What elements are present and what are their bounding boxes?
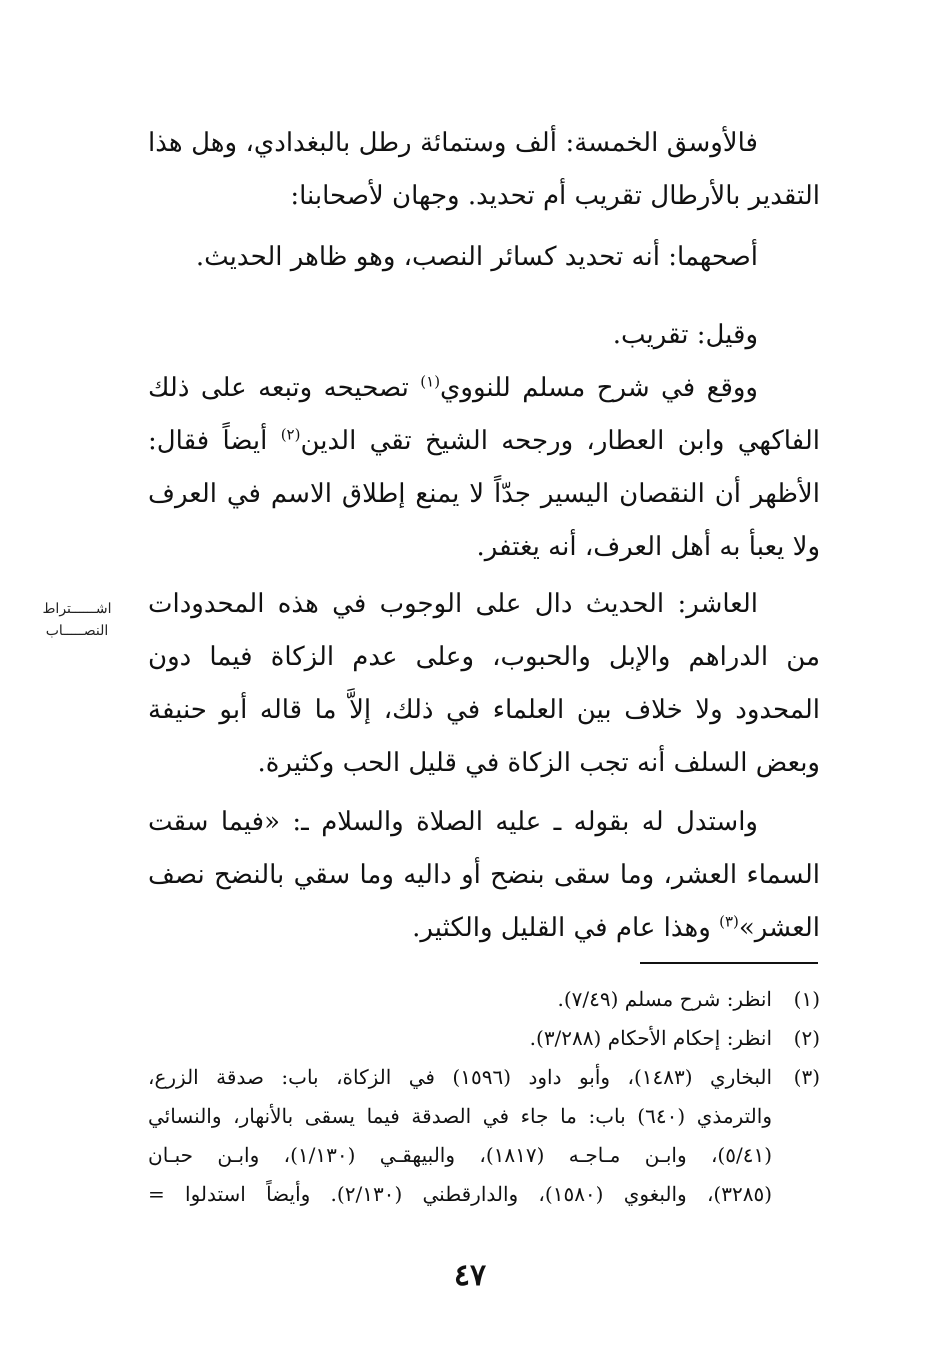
paragraph-5-text: العاشر: الحديث دال على الوجوب في هذه المحدودات من الدراهم والإبل والحبوب، وعلى عدم الزكاة فيما دون المحدود ولا خلاف بين العلماء في ذلك، إلاَّ ما قاله أبو حنيفة وبعض السلف أنه تجب الزكاة في قليل الحب وكثيرة. [148,589,820,778]
footnote-3-line-4: (٣٢٨٥)، والبغوي (١٥٨٠)، والدارقطني (٢/١٣٠). وأيضاً استدلوا = [148,1182,772,1206]
footnote-1-text: انظر: شرح مسلم (٧/٤٩). [557,987,772,1011]
footnote-3-line-1: البخاري (١٤٨٣)، وأبو داود (١٥٩٦) في الزكاة، باب: صدقة الزرع، [148,1065,773,1089]
footnote-2-number: (٢) [793,1026,820,1050]
footnote-3-line-3: (٥/٤١)، وابـن مـاجـه (١٨١٧)، والبيهقـي (١/١٣٠)، وابـن حبـان [148,1143,772,1167]
footnote-2 [148,1019,820,1058]
paragraph-6-text-b: وهذا عام في القليل والكثير. [412,913,720,943]
footnote-3 [148,1058,820,1097]
margin-heading-line-1: اشــــــتراط [42,601,112,617]
footnote-ref-2: (٢) [280,425,301,444]
paragraph-6 [148,796,820,955]
footnote-2-text: انظر: إحكام الأحكام (٣/٢٨٨). [529,1026,772,1050]
footnote-1 [148,980,820,1019]
paragraph-4-text-a: ووقع في شرح مسلم للنووي [440,373,758,403]
page-number: ٤٧ [453,1258,487,1293]
paragraph-1 [148,117,820,223]
paragraph-2 [148,231,820,284]
paragraph-1-text: فالأوسق الخمسة: ألف وستمائة رطل بالبغدادي، وهل هذا التقدير بالأرطال تقريب أم تحديد. وجهان لأصحابنا: [148,128,820,211]
margin-heading [22,598,132,642]
footnote-3-number: (٣) [793,1065,820,1089]
paragraph-3-text: وقيل: تقريب. [612,320,758,350]
footnote-3-line-2: والترمذي (٦٤٠) باب: ما جاء في الصدقة فيما يسقى بالأنهار، والنسائي [148,1104,772,1128]
paragraph-4-text-b: تصحيحه وتبعه على ذلك الفاكهي وابن العطار، ورجحه الشيخ تقي الدين [148,373,820,456]
footnote-ref-1: (١) [420,372,441,391]
footnote-1-number: (١) [793,987,820,1011]
paragraph-2-text: أصحهما: أنه تحديد كسائر النصب، وهو ظاهر الحديث. [195,242,758,272]
paragraph-4-text-c: أيضاً فقال: الأظهر أن النقصان اليسير جدّاً لا يمنع إطلاق الاسم في العرف ولا يعبأ به أهل العرف، أنه يغتفر. [148,426,820,562]
paragraph-4 [148,362,820,574]
footnote-ref-3: (٣) [719,912,739,931]
footnotes [148,980,820,1214]
margin-heading-line-2: النصـــــاب [45,623,109,639]
paragraph-6-text-a: واستدل له بقوله ـ عليه الصلاة والسلام ـ: «فيما سقت السماء العشر، وما سقى بنضح أو داليه وما سقي بالنضح نصف العشر» [148,807,820,943]
footnote-separator [640,962,818,964]
paragraph-3 [148,309,820,362]
paragraph-5 [148,578,820,790]
